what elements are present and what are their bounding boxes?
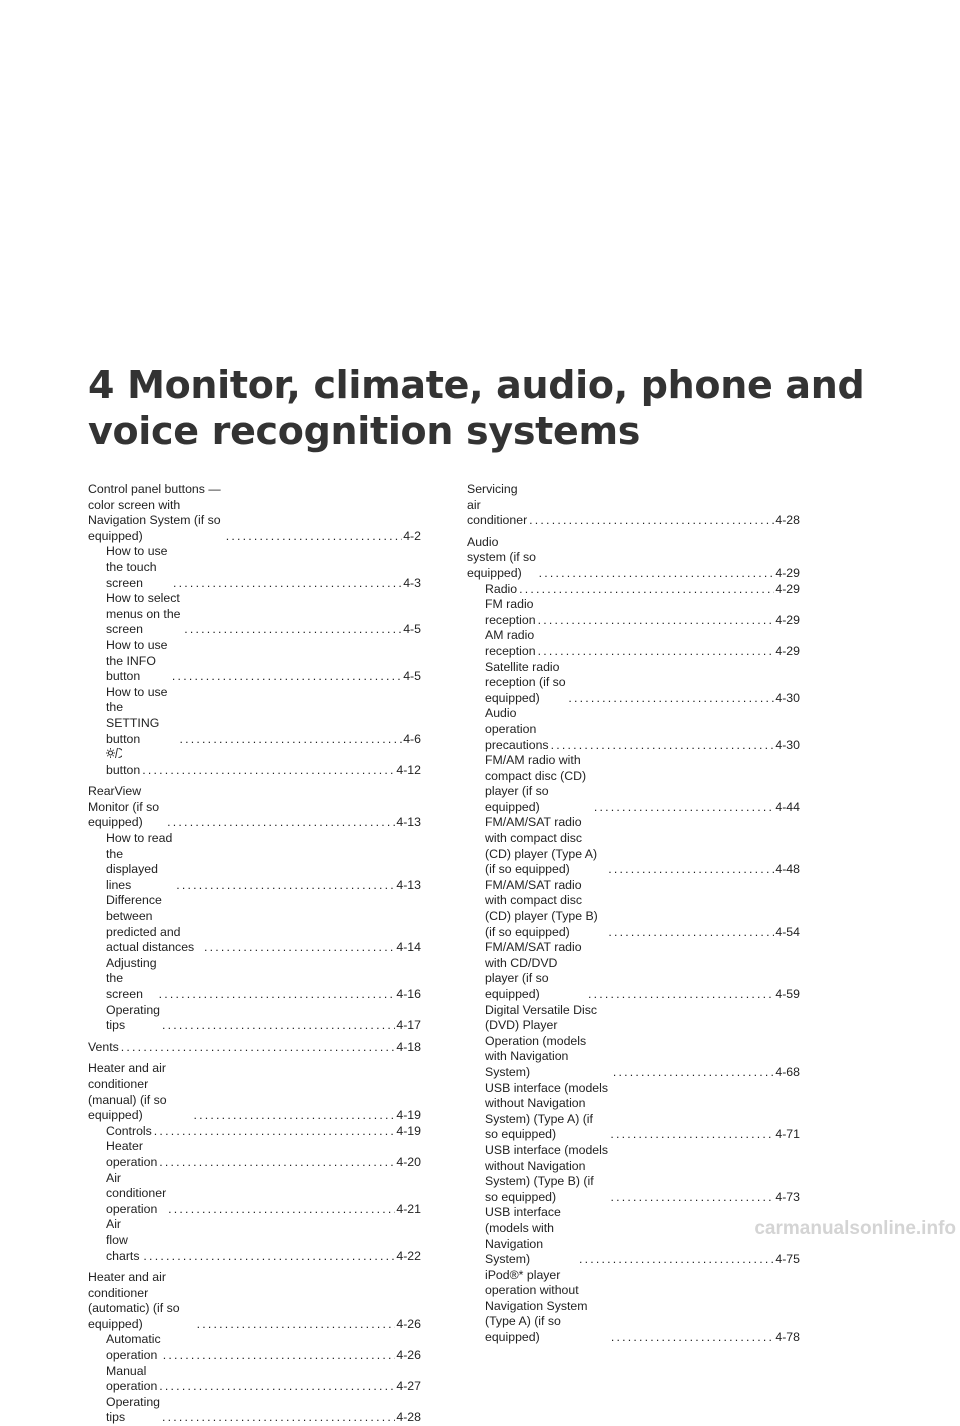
toc-entry-fm-am-sat-radio-with-compact-disc-cd-pla[interactable] (467, 878, 800, 940)
dot-leader (152, 1124, 396, 1140)
toc-entry-text: Digital Versatile Disc (DVD) Player Operation (models with Navigation System) (485, 1002, 598, 1079)
toc-entry-title (106, 1395, 160, 1426)
dot-leader (586, 987, 774, 1003)
toc-entry-title (485, 878, 606, 940)
toc-page-number: 4-28 (775, 513, 800, 528)
toc-entry-title (106, 591, 182, 638)
chapter-title: 4 Monitor, climate, audio, phone and voice recognition systems (88, 363, 865, 453)
toc-entry-button[interactable] (88, 747, 421, 778)
dot-leader (171, 576, 402, 592)
dot-leader (178, 732, 403, 748)
toc-entry-air-flow-charts[interactable] (88, 1217, 421, 1264)
toc-entry-heater-operation[interactable] (88, 1139, 421, 1170)
toc-entry-title (485, 1081, 608, 1143)
toc-entry-control-panel-buttons-color-screen-with-[interactable] (88, 482, 421, 544)
toc-entry-text: Control panel buttons — color screen with Navigation System (if so equipped) (88, 482, 221, 543)
toc-entry-text: iPod®* player operation without Navigation System (Type A) (if so equipped) (485, 1267, 588, 1345)
toc-entry-title (467, 535, 537, 582)
toc-page-number: 4-5 (403, 669, 421, 684)
toc-page-number: 4-3 (403, 575, 421, 590)
toc-entry-text: Heater operation (106, 1139, 158, 1169)
toc-entry-text: Vents (88, 1039, 119, 1054)
toc-entry-title (485, 1143, 608, 1205)
toc-page-number: 4-28 (396, 1410, 421, 1425)
toc-entry-text: Radio (485, 581, 518, 596)
dot-leader (224, 529, 402, 545)
toc-entry-how-to-select-menus-on-the-screen[interactable] (88, 591, 421, 638)
toc-entry-text: USB interface (models without Navigation System) (Type B) (if so equipped) (485, 1142, 609, 1204)
toc-page-number: 4-59 (775, 987, 800, 1001)
toc-page-number: 4-6 (403, 731, 421, 746)
dot-leader (157, 1379, 395, 1395)
toc-entry-text: button (106, 762, 141, 777)
dot-leader (202, 940, 395, 956)
toc-entry-usb-interface-models-with-navigation-sys[interactable] (467, 1205, 800, 1267)
dot-leader (192, 1108, 396, 1124)
toc-entry-title (88, 1040, 119, 1056)
dot-leader (566, 691, 774, 707)
toc-entry-text: Audio operation precautions (485, 706, 549, 752)
dot-leader (182, 622, 402, 638)
toc-page-number: 4-21 (396, 1201, 421, 1216)
toc-entry-rearview-monitor-if-so-equipped[interactable] (88, 784, 421, 831)
toc-entry-fm-am-sat-radio-with-compact-disc-cd-pla[interactable] (467, 815, 800, 877)
toc-entry-title (485, 706, 549, 753)
toc-entry-text: Audio system (if so equipped) (467, 534, 537, 580)
toc-entry-text: FM/AM radio with compact disc (CD) player (if so equipped) (485, 753, 587, 814)
dot-leader (157, 987, 396, 1003)
toc-page-number: 4-29 (775, 612, 800, 627)
toc-entry-text: Automatic operation (106, 1332, 161, 1363)
toc-entry-title (88, 784, 165, 831)
toc-entry-text: FM radio reception (485, 597, 536, 627)
toc-page-number: 4-29 (775, 565, 800, 580)
toc-entry-air-conditioner-operation[interactable] (88, 1171, 421, 1218)
toc-entry-title (88, 1061, 192, 1123)
toc-entry-fm-am-sat-radio-with-cd-dvd-player-if-so[interactable] (467, 940, 800, 1002)
dot-leader (536, 613, 775, 629)
toc-entry-title (88, 482, 224, 544)
toc-entry-vents[interactable] (88, 1040, 421, 1056)
toc-entry-operating-tips[interactable] (88, 1395, 421, 1426)
toc-page-number: 4-29 (775, 643, 800, 658)
toc-entry-fm-am-radio-with-compact-disc-cd-player-[interactable] (467, 753, 800, 815)
toc-entry-text: How to use the INFO button (106, 637, 168, 684)
toc-entry-title (485, 1003, 611, 1081)
toc-entry-title (106, 747, 140, 778)
toc-entry-fm-radio-reception[interactable] (467, 597, 800, 628)
toc-entry-ipod-player-operation-without-navigation[interactable] (467, 1268, 800, 1346)
toc-entry-satellite-radio-reception-if-so-equipped[interactable] (467, 660, 800, 707)
dot-leader (170, 669, 402, 685)
dot-leader (157, 1155, 395, 1171)
toc-page-number: 4-18 (396, 1039, 421, 1054)
toc-entry-text: Air conditioner operation (106, 1170, 167, 1216)
toc-page-number: 4-78 (775, 1330, 800, 1345)
toc-right-column (467, 482, 800, 1346)
toc-page-number: 4-26 (396, 1348, 421, 1363)
toc-page-number: 4-12 (396, 762, 421, 777)
toc-entry-text: How to use the touch screen (106, 544, 168, 590)
toc-entry-text: Adjusting the screen (106, 955, 157, 1001)
toc-page-number: 4-19 (396, 1123, 421, 1138)
dot-leader (119, 1040, 396, 1056)
toc-entry-text: Satellite radio reception (if so equipped) (485, 659, 566, 705)
toc-entry-title (106, 893, 202, 955)
toc-entry-title (467, 482, 527, 529)
toc-page-number: 4-54 (775, 924, 800, 939)
toc-entry-text: FM/AM/SAT radio with compact disc (CD) player (Type B) (if so equipped) (485, 877, 598, 939)
toc-entry-title (106, 1003, 160, 1034)
toc-entry-usb-interface-models-without-navigation-[interactable] (467, 1081, 800, 1143)
toc-entry-text: USB interface (models without Navigation System) (Type A) (if so equipped) (485, 1080, 609, 1142)
dot-leader (165, 815, 395, 831)
toc-page-number: 4-27 (396, 1379, 421, 1394)
toc-entry-text: How to select menus on the screen (106, 591, 181, 637)
toc-entry-text: Operating tips (106, 1394, 161, 1425)
dot-leader (611, 1065, 775, 1081)
toc-page-number: 4-13 (396, 877, 421, 892)
dot-leader (536, 644, 775, 660)
toc-entry-how-to-use-the-setting-button[interactable] (88, 685, 421, 747)
toc-entry-how-to-read-the-displayed-lines[interactable] (88, 831, 421, 893)
dot-leader (195, 1317, 396, 1333)
dot-leader (577, 1252, 774, 1268)
toc-page-number: 4-30 (775, 737, 800, 752)
toc-entry-text: AM radio reception (485, 628, 536, 658)
dot-leader (166, 1202, 395, 1218)
dot-leader (606, 925, 774, 941)
toc-page-number: 4-71 (775, 1127, 800, 1142)
toc-entry-text: USB interface (models with Navigation System) (485, 1205, 561, 1267)
toc-entry-title (485, 582, 517, 598)
toc-page-number: 4-5 (403, 622, 421, 637)
toc-entry-audio-system-if-so-equipped[interactable] (467, 535, 800, 582)
toc-entry-text: Controls (106, 1123, 152, 1138)
toc-entry-title (485, 753, 592, 815)
toc-entry-title (485, 1205, 577, 1267)
toc-entry-title (106, 685, 178, 747)
toc-entry-manual-operation[interactable] (88, 1364, 421, 1395)
dot-leader (606, 862, 774, 878)
dot-leader (537, 566, 775, 582)
toc-page-number: 4-44 (775, 799, 800, 814)
dot-leader (592, 800, 774, 816)
dot-leader (517, 582, 774, 598)
toc-entry-text: FM/AM/SAT radio with compact disc (CD) player (Type A) (if so equipped) (485, 815, 598, 877)
dot-leader (609, 1330, 775, 1346)
toc-page-number: 4-2 (403, 528, 421, 543)
toc-entry-am-radio-reception[interactable] (467, 628, 800, 659)
toc-entry-text: RearView Monitor (if so equipped) (88, 784, 160, 830)
toc-entry-title (106, 831, 174, 893)
toc-entry-usb-interface-models-without-navigation-[interactable] (467, 1143, 800, 1205)
brightness-day-night-icon (106, 747, 122, 759)
toc-entry-text: Operating tips (106, 1002, 161, 1033)
dot-leader (608, 1190, 774, 1206)
toc-page-number: 4-16 (396, 987, 421, 1001)
toc-entry-title (485, 597, 536, 628)
toc-page-number: 4-17 (396, 1018, 421, 1033)
toc-entry-automatic-operation[interactable] (88, 1332, 421, 1363)
toc-page-number: 4-30 (775, 690, 800, 705)
toc-entry-title (106, 638, 170, 685)
dot-leader (140, 763, 395, 779)
dot-leader (174, 878, 395, 894)
dot-leader (141, 1249, 395, 1265)
toc-entry-text: Air flow charts (106, 1217, 140, 1263)
toc-entry-title (106, 1139, 157, 1170)
toc-entry-how-to-use-the-touch-screen[interactable] (88, 544, 421, 591)
toc-page-number: 4-20 (396, 1154, 421, 1169)
toc-entry-title (106, 1332, 161, 1363)
toc-entry-digital-versatile-disc-dvd-player-operat[interactable] (467, 1003, 800, 1081)
toc-page-number: 4-13 (396, 815, 421, 830)
toc-left-column (88, 482, 421, 1426)
toc-entry-title (106, 1171, 166, 1218)
toc-page-number: 4-22 (396, 1248, 421, 1263)
toc-entry-title (106, 544, 171, 591)
toc-entry-operating-tips[interactable] (88, 1003, 421, 1034)
toc-page-number: 4-48 (775, 862, 800, 877)
toc-entry-how-to-use-the-info-button[interactable] (88, 638, 421, 685)
toc-entry-title (485, 940, 586, 1002)
toc-entry-text: Heater and air conditioner (automatic) (if so equipped) (88, 1270, 180, 1331)
toc-entry-servicing-air-conditioner[interactable] (467, 482, 800, 529)
toc-page-number: 4-75 (775, 1252, 800, 1267)
dot-leader (161, 1348, 396, 1364)
toc-entry-title (106, 956, 157, 1003)
toc-entry-heater-and-air-conditioner-automatic-if-[interactable] (88, 1270, 421, 1332)
dot-leader (160, 1018, 395, 1034)
toc-page-number: 4-68 (775, 1064, 800, 1079)
toc-entry-title (485, 628, 536, 659)
toc-page-number: 4-73 (775, 1189, 800, 1204)
toc-entry-text: Manual operation (106, 1363, 158, 1394)
toc-entry-difference-between-predicted-and-actual-[interactable] (88, 893, 421, 955)
toc-entry-text: Servicing air conditioner (467, 482, 528, 528)
toc-page-number: 4-29 (775, 581, 800, 596)
toc-entry-audio-operation-precautions[interactable] (467, 706, 800, 753)
toc-entry-text: How to read the displayed lines (106, 831, 173, 892)
toc-entry-title (88, 1270, 195, 1332)
toc-entry-radio[interactable] (467, 582, 800, 598)
toc-entry-title (485, 660, 566, 707)
toc-entry-title (485, 1268, 609, 1346)
toc-entry-text: Difference between predicted and actual distances (106, 893, 195, 955)
toc-entry-title (485, 815, 606, 877)
toc-entry-title (106, 1217, 141, 1264)
dot-leader (549, 738, 775, 754)
toc-page-number: 4-19 (396, 1108, 421, 1123)
toc-entry-controls[interactable] (88, 1124, 421, 1140)
dot-leader (160, 1410, 395, 1426)
toc-entry-title (106, 1124, 152, 1140)
toc-page-number: 4-26 (396, 1316, 421, 1331)
toc-entry-text: How to use the SETTING button (106, 684, 168, 746)
toc-entry-text: Heater and air conditioner (manual) (if so equipped) (88, 1061, 167, 1123)
toc-page-number: 4-14 (396, 940, 421, 955)
toc-entry-adjusting-the-screen[interactable] (88, 956, 421, 1003)
dot-leader (527, 513, 774, 529)
toc-entry-title (106, 1364, 157, 1395)
toc-entry-heater-and-air-conditioner-manual-if-so-[interactable] (88, 1061, 421, 1123)
toc-entry-text: FM/AM/SAT radio with CD/DVD player (if so equipped) (485, 940, 582, 1001)
dot-leader (608, 1127, 774, 1143)
watermark: carmanualsonline.info (754, 1218, 956, 1239)
